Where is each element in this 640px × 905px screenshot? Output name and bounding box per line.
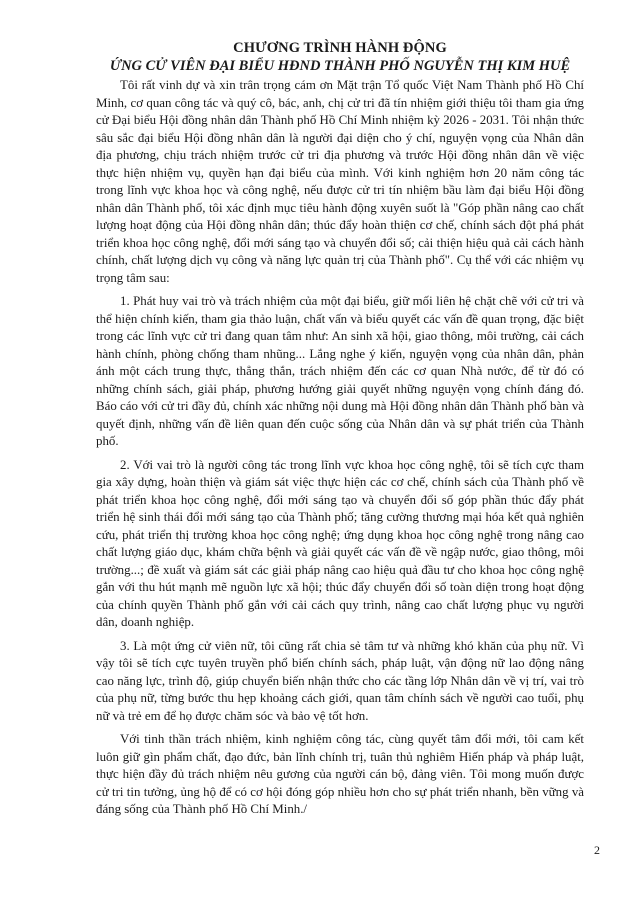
task-3-paragraph: 3. Là một ứng cử viên nữ, tôi cũng rất chia sẻ tâm tư và những khó khăn của phụ nữ. Vì vậy tôi sẽ tích cực tuyên truyền phổ biến chính sách, pháp luật, vận động nữ lao động nâng cao năng lực, trình độ, giúp chuyển biến nhận thức cho các tầng lớp Nhân dân về vị trí, vai trò của phụ nữ, từng bước thu hẹp khoảng cách giới, quan tâm chính sách về người cao tuổi, phụ nữ và trẻ em để họ được chăm sóc và bảo vệ tốt hơn. (96, 638, 584, 723)
task-2-paragraph: 2. Với vai trò là người công tác trong lĩnh vực khoa học công nghệ, tôi sẽ tích cực tham gia xây dựng, hoàn thiện và giám sát việc thực hiện các cơ chế, chính sách của Thành phố về phát triển khoa học công nghệ, đổi mới sáng tạo và chuyển đổi số góp phần thúc đẩy phát triển hệ sinh thái đổi mới sáng tạo của Thành phố; tăng cường thương mại hóa kết quả nghiên cứu, phát triển thị trường khoa học công nghệ; ứng dụng khoa học công nghệ trong nâng cao chất lượng giáo dục, khám chữa bệnh và giải quyết các vấn đề về ngập nước, giao thông, môi trường...; đề xuất và giám sát các giải pháp nâng cao hiệu quả đầu tư cho khoa học công nghệ gắn với thu hút mạnh mẽ nguồn lực xã hội; thúc đẩy chuyển đổi số toàn diện trong hoạt động của chính quyền Thành phố gắn với cải cách quy trình, nâng cao chất lượng phục vụ người dân, doanh nghiệp. (96, 457, 584, 629)
closing-paragraph: Với tinh thần trách nhiệm, kinh nghiệm công tác, cùng quyết tâm đổi mới, tôi cam kết luôn giữ gìn phẩm chất, đạo đức, bản lĩnh chính trị, tuân thủ nghiêm Hiến pháp và pháp luật, thực hiện đầy đủ trách nhiệm nêu gương của người cán bộ, đảng viên. Tôi mong muốn được cử tri tin tưởng, ủng hộ để có cơ hội đóng góp nhiều hơn cho sự phát triển nhanh, bền vững và đáng sống của Thành phố Hồ Chí Minh./ (96, 732, 584, 816)
task-1-paragraph: 1. Phát huy vai trò và trách nhiệm của một đại biểu, giữ mối liên hệ chặt chẽ với cử tri và thể hiện chính kiến, tham gia thảo luận, chất vấn và biểu quyết các vấn đề quan trọng, đặc biệt trong các lĩnh vực cử tri đang quan tâm như: An sinh xã hội, giao thông, môi trường, cải cách hành chính, phòng chống tham nhũng... Lắng nghe ý kiến, nguyện vọng của nhân dân, phản ánh một cách trung thực, thẳng thắn, trách nhiệm đến các cơ quan Nhà nước, để từ đó có những chính sách, giải pháp, phương hướng giải quyết những nguyện vọng chính đáng đó. Báo cáo với cử tri đầy đủ, chính xác những nội dung mà Hội đồng nhân dân Thành phố bàn và quyết định, những vấn đề liên quan đến cuộc sống của Nhân dân và sự phát triển của Thành phố. (96, 294, 584, 448)
document-subtitle: ỨNG CỬ VIÊN ĐẠI BIỂU HĐND THÀNH PHỐ NGUYỄN THỊ KIM HUỆ (109, 58, 571, 74)
document-title: CHƯƠNG TRÌNH HÀNH ĐỘNG (233, 40, 447, 56)
page-number: 2 (594, 843, 600, 857)
intro-paragraph: Tôi rất vinh dự và xin trân trọng cám ơn Mặt trận Tổ quốc Việt Nam Thành phố Hồ Chí Minh, cơ quan công tác và quý cô, bác, anh, chị cử tri đã tín nhiệm giới thiệu tôi tham gia ứng cử Đại biểu Hội đồng nhân dân Thành phố Hồ Chí Minh nhiệm kỳ 2026 - 2031. Tôi nhận thức sâu sắc đại biểu Hội đồng nhân dân là người đại diện cho ý chí, nguyện vọng của Nhân dân địa phương, chịu trách nhiệm trước cử tri địa phương và trước Hội đồng nhân dân về việc thực hiện nhiệm vụ, quyền hạn đại biểu của mình. Với kinh nghiệm hơn 20 năm công tác trong lĩnh vực khoa học và công nghệ, nếu được cử tri tín nhiệm bầu làm đại biểu Hội đồng nhân dân Thành phố, tôi xác định mục tiêu hành động xuyên suốt là "Góp phần nâng cao chất lượng hoạt động của Hội đồng nhân dân; thúc đẩy hoàn thiện cơ chế, chính sách đột phá phát triển khoa học công nghệ, đổi mới sáng tạo và chuyển đổi số; cải thiện hiệu quả cải cách hành chính, chất lượng dịch vụ công và năng lực quản trị của Thành phố". Cụ thể với các nhiệm vụ trọng tâm sau: (96, 78, 584, 285)
